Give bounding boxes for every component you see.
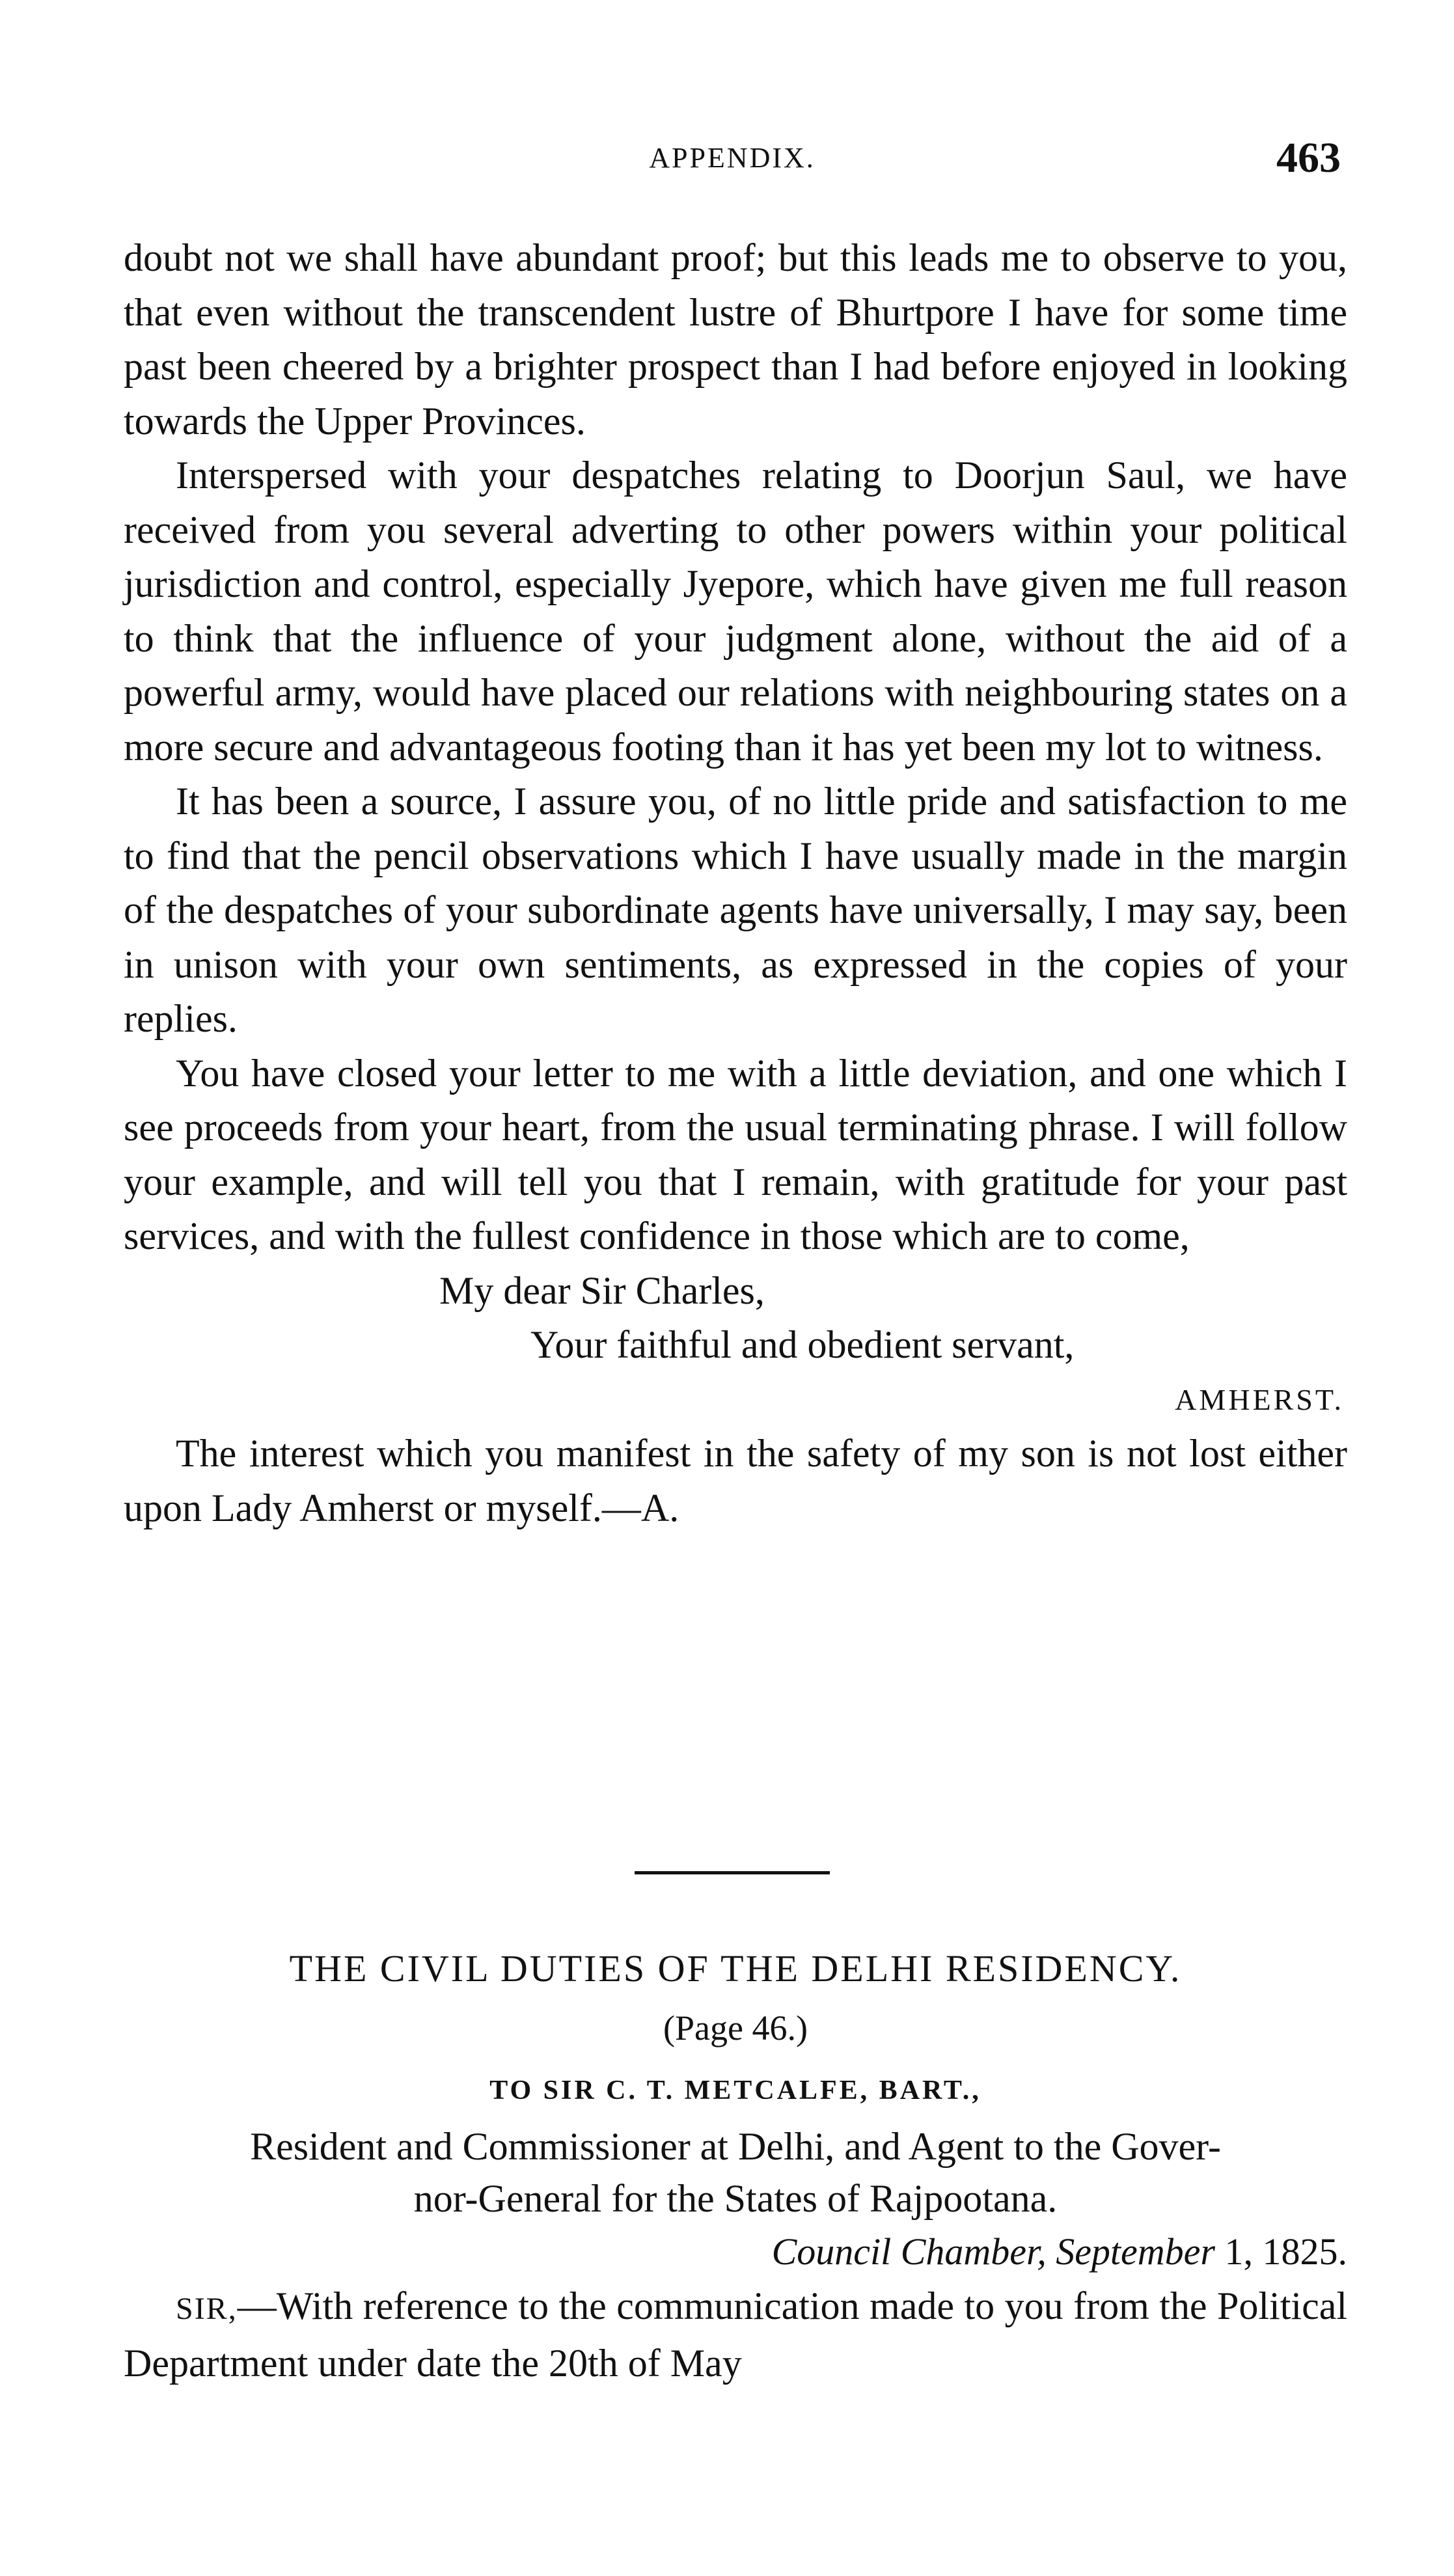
section-divider: [635, 1871, 830, 1874]
dateline-place: Council Chamber, September: [771, 2230, 1215, 2273]
appendix-section: [124, 1939, 1347, 2391]
paragraph: It has been a source, I assure you, of no little pride and satisfaction to me to find that the pencil observations which I have usually made in the margin of the despatches of your subordinate agents have universally, I may say, been in unison with your own sentiments, as expressed in the copies of your replies.: [124, 780, 1347, 1040]
page-reference: (Page 46.): [663, 2008, 808, 2048]
section-title: THE CIVIL DUTIES OF THE DELHI RESIDENCY.: [289, 1947, 1182, 1990]
dateline: [124, 2225, 1347, 2279]
running-title: APPENDIX.: [649, 142, 816, 174]
letter-salutation: My dear Sir Charles,: [439, 1268, 765, 1312]
letter-signature: AMHERST.: [1175, 1382, 1344, 1416]
second-letter-body: [124, 2279, 1347, 2391]
designation-line: nor-General for the States of Rajpootana.: [413, 2177, 1058, 2220]
letter-body: [124, 231, 1347, 1535]
opening-paragraph: [124, 2279, 1347, 2391]
opening-text: —With reference to the communication made to you from the Political Department under date the 20th of May: [124, 2284, 1347, 2385]
dateline-date: 1, 1825.: [1215, 2230, 1347, 2273]
paragraph: You have closed your letter to me with a little deviation, and one which I see proceeds from your heart, from the usual terminating phrase. I will follow your example, and will tell you that I remain, with gratitude for your past services, and with the fullest confidence in those which are to come,: [124, 1051, 1347, 1257]
addressee: TO SIR C. T. METCALFE, BART.,: [489, 2076, 981, 2105]
designation-line: Resident and Commissioner at Delhi, and Agent to the Gover-: [250, 2125, 1221, 2168]
paragraph: Interspersed with your despatches relating to Doorjun Saul, we have received from you several adverting to other powers within your political jurisdiction and control, especially Jyepore, which have given me full reason to think that the influence of your judgment alone, without the aid of a powerful army, would have placed our relations with neighbouring states on a more secure and advantageous footing than it has yet been my lot to witness.: [124, 454, 1347, 769]
salutation-word: SIR,: [176, 2292, 238, 2326]
page-number: 463: [1276, 134, 1341, 182]
running-head: [124, 133, 1341, 185]
letter-closing: Your faithful and obedient servant,: [530, 1323, 1075, 1366]
paragraph: doubt not we shall have abundant proof; but this leads me to observe to you, that even without the transcendent lustre of Bhurtpore I have for some time past been cheered by a brighter prospect than I had before enjoyed in looking towards the Upper Provinces.: [124, 236, 1347, 443]
postscript: The interest which you manifest in the safety of my son is not lost either upon Lady Amherst or myself.—A.: [124, 1432, 1347, 1529]
